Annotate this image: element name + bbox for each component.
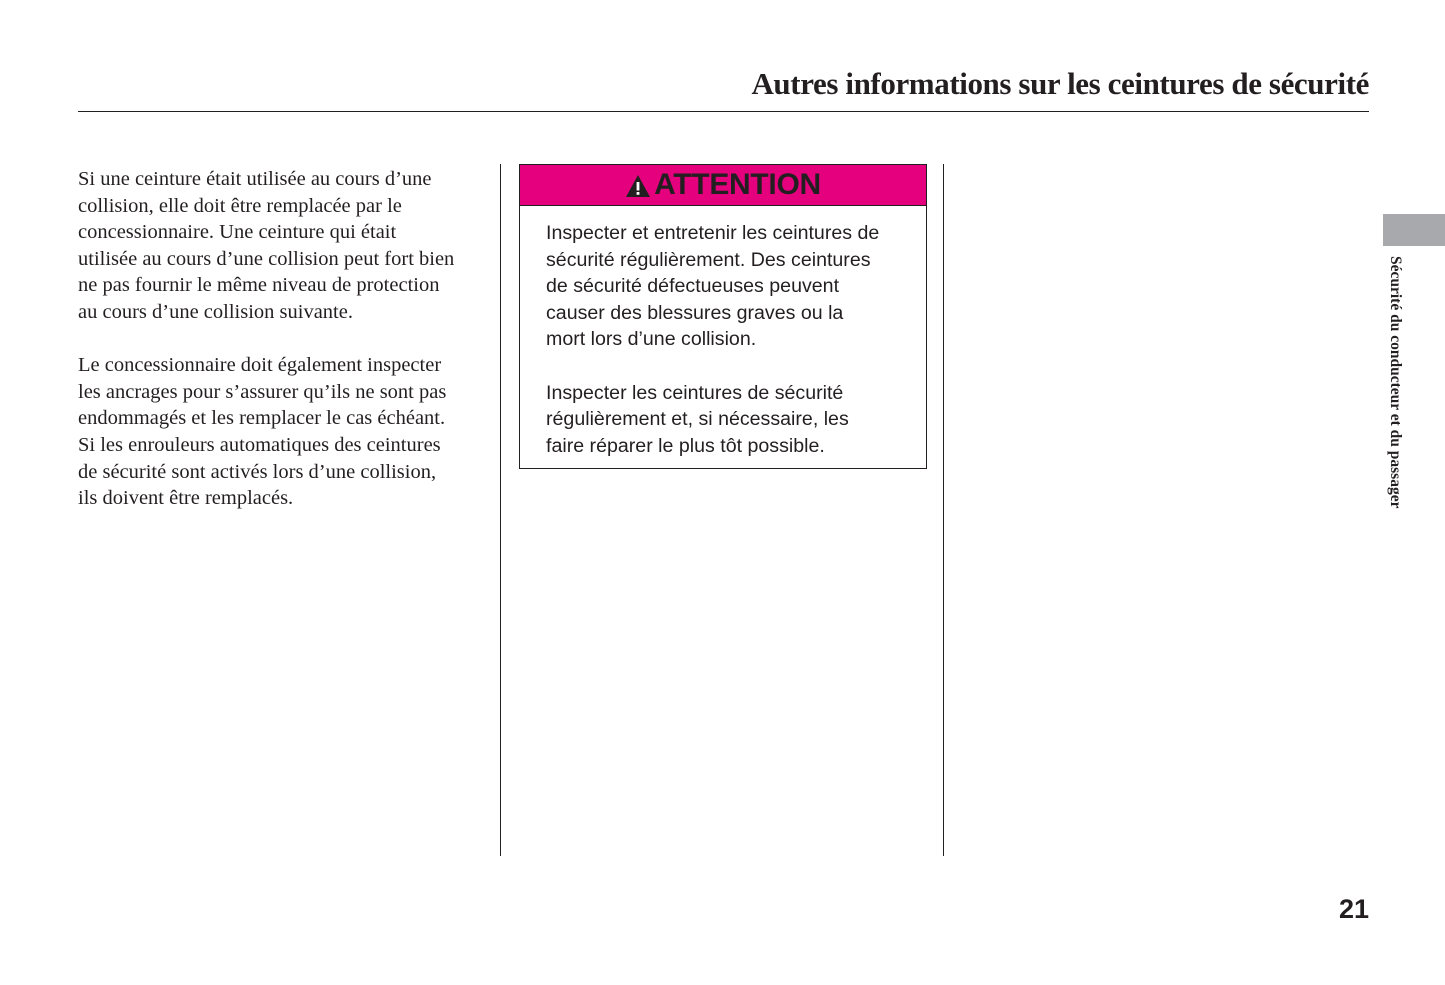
title-rule (78, 111, 1369, 112)
attention-header (520, 165, 926, 206)
page-title: Autres informations sur les ceintures de sécurité (751, 66, 1369, 101)
left-paragraph-1: Si une ceinture était utilisée au cours d’une collision, elle doit être remplacée par le concessionnaire. Une ceinture qui était utilisée au cours d’une collision peut fort bien ne pas fournir le même niveau de protection au cours d’une collision suivante. (78, 168, 455, 323)
attention-body (520, 206, 926, 459)
column-divider-left (500, 164, 501, 856)
left-paragraph-2: Le concessionnaire doit également inspecter les ancrages pour s’assurer qu’ils ne sont pas endommagés et les remplacer le cas échéant. Si les enrouleurs automatiques des ceintures de sécurité sont activés lors d’une collision, ils doivent être remplacés. (78, 354, 447, 510)
page-number: 21 (1338, 894, 1369, 924)
attention-box (519, 164, 927, 469)
warning-triangle-icon (625, 174, 651, 198)
column-divider-right (943, 164, 944, 856)
left-column (78, 166, 490, 538)
attention-paragraph-2: Inspecter les ceintures de sécurité régulièrement et, si nécessaire, les faire réparer le plus tôt possible. (546, 381, 849, 457)
attention-paragraph-1: Inspecter et entretenir les ceintures de sécurité régulièrement. Des ceintures de sécurité défectueuses peuvent causer des blessures graves ou la mort lors d’une collision. (546, 222, 880, 351)
section-tab-label: Sécurité du conducteur et du passager (1387, 256, 1404, 509)
attention-label: ATTENTION (654, 168, 821, 201)
section-tab (1383, 214, 1445, 246)
